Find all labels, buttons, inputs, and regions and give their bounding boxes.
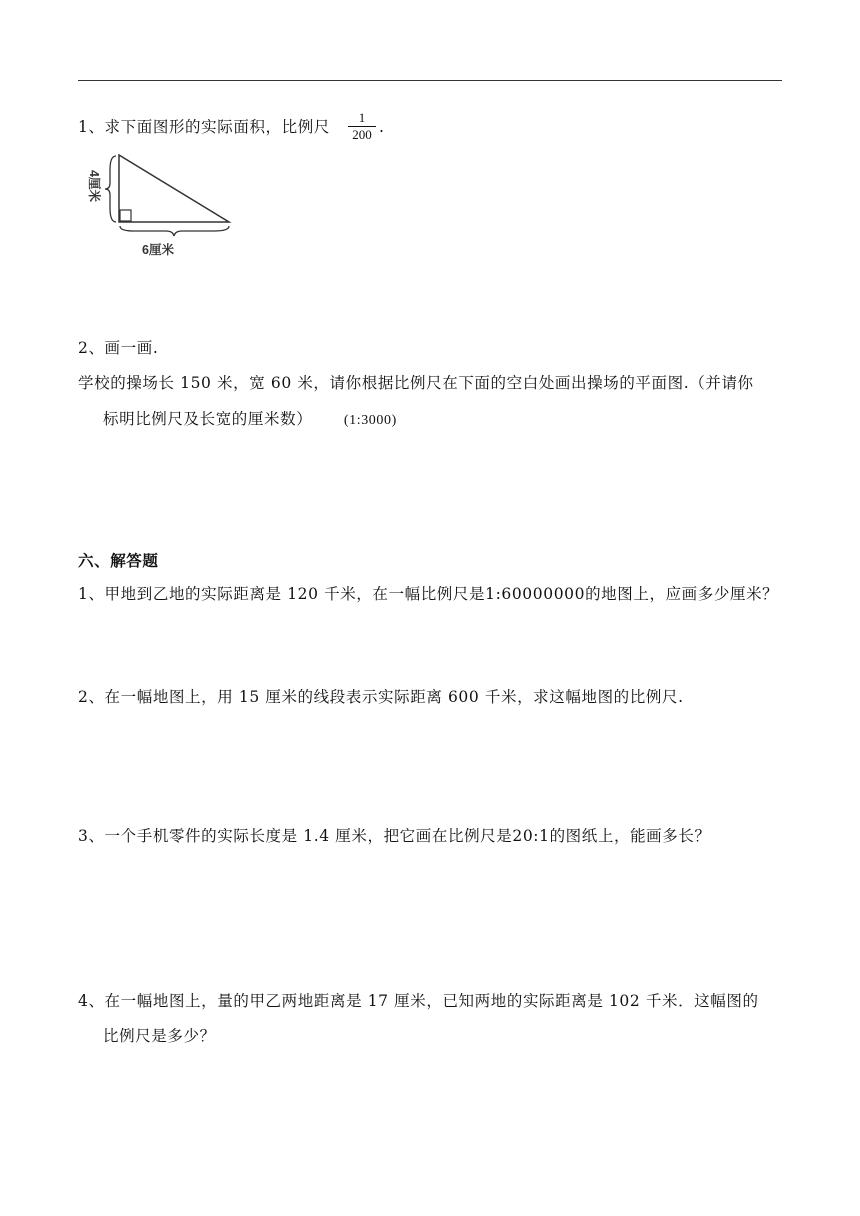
- q5-2-line1: 学校的操场长 150 米，宽 60 米，请你根据比例尺在下面的空白处画出操场的平面图.（并请你: [78, 374, 754, 392]
- height-brace: [105, 156, 116, 222]
- scale-fraction: [348, 110, 376, 143]
- q5-1-text: 1、求下面图形的实际面积，比例尺: [78, 118, 330, 136]
- s6-question-2: 2、在一幅地图上，用 15 厘米的线段表示实际距离 600 千米，求这幅地图的比例尺.: [78, 688, 684, 706]
- s6-question-3: 3、一个手机零件的实际长度是 1.4 厘米，把它画在比例尺是20:1的图纸上，能画多长？: [78, 827, 711, 845]
- q5-2-line2: 标明比例尺及长宽的厘米数） (1:3000): [103, 410, 397, 428]
- s6-question-1: 1、甲地到乙地的实际距离是 120 千米，在一幅比例尺是1:60000000的地图上，应画多少厘米？: [78, 585, 779, 603]
- section-heading: 六、解答题: [78, 551, 159, 570]
- triangle-shape: [119, 155, 229, 222]
- fraction-denominator: 200: [352, 127, 372, 142]
- right-angle-marker: [120, 210, 131, 221]
- q5-1-tail: .: [379, 118, 385, 136]
- header-rule: [78, 80, 782, 81]
- q5-2-title: 2、画一画.: [78, 339, 159, 357]
- scale-ratio: (1:3000): [343, 413, 397, 428]
- height-label: 4厘米: [87, 170, 101, 202]
- right-triangle-figure: [78, 150, 248, 262]
- s6-question-4-line2: 比例尺是多少？: [103, 1027, 216, 1045]
- base-label: 6厘米: [142, 243, 174, 257]
- fraction-numerator: 1: [348, 110, 376, 127]
- base-brace: [120, 226, 229, 236]
- s6-question-4-line1: 4、在一幅地图上，量的甲乙两地距离是 17 厘米，已知两地的实际距离是 102 千米．这幅图的: [78, 992, 759, 1010]
